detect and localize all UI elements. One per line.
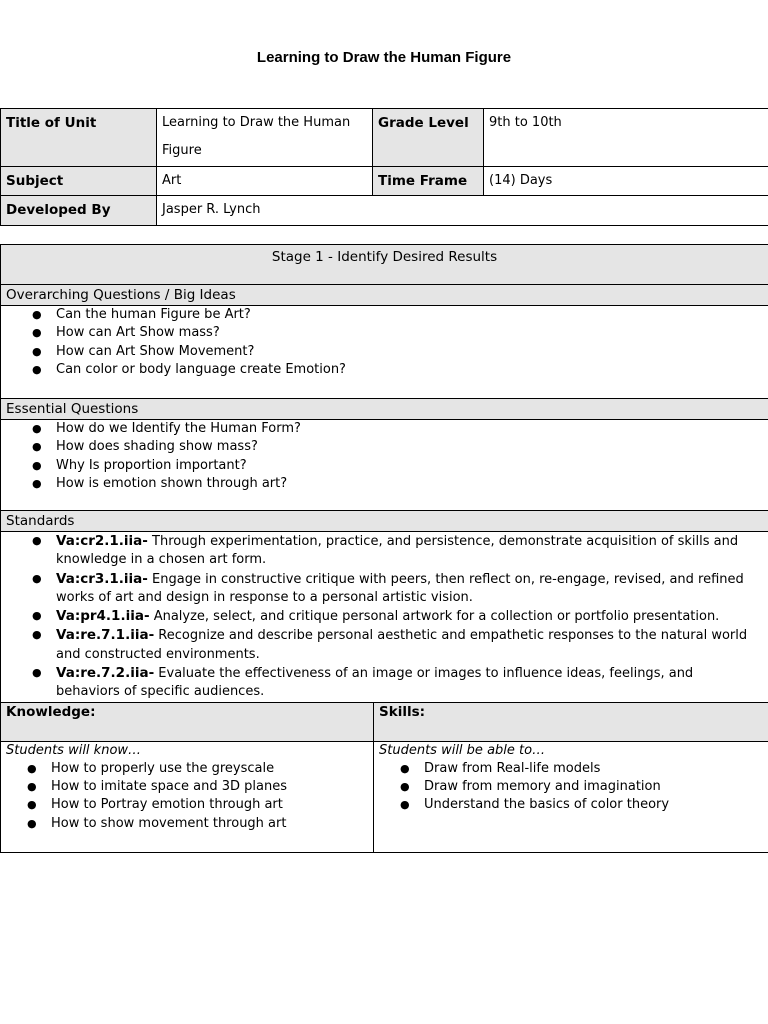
overarching-item: ● Can the human Figure be Art?	[56, 306, 763, 324]
title-value: Learning to Draw the Human Figure	[157, 109, 373, 167]
standard-item	[56, 532, 763, 570]
standard-code: Va:re.7.1.iia-	[56, 627, 155, 644]
standard-text: Evaluate the effectiveness of an image or images to influence ideas, feelings, and behaviors of specific audiences.	[56, 666, 694, 700]
standard-code: Va:pr4.1.iia-	[56, 608, 150, 625]
skills-intro: Students will be able to…	[379, 742, 546, 758]
essential-list	[6, 420, 763, 493]
standard-item	[56, 570, 763, 608]
standard-text: Engage in constructive critique with peers, then reflect on, re-engage, revised, and refined works of art and design in response to a personal artistic vision.	[56, 571, 744, 605]
standard-code: Va:cr3.1.iia-	[56, 570, 148, 587]
stage1-header: Stage 1 - Identify Desired Results	[1, 245, 768, 285]
stage1-table	[0, 244, 768, 853]
overarching-list	[6, 306, 763, 379]
overarching-item: ● How can Art Show Movement?	[56, 343, 763, 361]
skills-item: ● Draw from memory and imagination	[424, 778, 763, 796]
overarching-item: ● Can color or body language create Emotion?	[56, 361, 763, 379]
knowledge-item: ● How to show movement through art	[51, 815, 368, 833]
overarching-heading: Overarching Questions / Big Ideas	[1, 285, 768, 306]
standard-text: Through experimentation, practice, and persistence, demonstrate acquisition of skills and knowledge in a chosen art form.	[56, 534, 739, 568]
knowledge-item: ● How to properly use the greyscale	[51, 760, 368, 778]
standards-heading: Standards	[1, 511, 768, 532]
knowledge-item: ● How to imitate space and 3D planes	[51, 778, 368, 796]
skills-body	[374, 741, 768, 852]
knowledge-intro: Students will know…	[6, 742, 142, 758]
knowledge-list	[6, 760, 368, 833]
timeframe-value: (14) Days	[484, 167, 768, 196]
document-title: Learning to Draw the Human Figure	[256, 49, 512, 66]
essential-item: ● Why Is proportion important?	[56, 457, 763, 475]
standard-item	[56, 607, 763, 626]
title-label: Title of Unit	[1, 109, 157, 167]
overarching-item: ● How can Art Show mass?	[56, 324, 763, 342]
standard-code: Va:cr2.1.iia-	[56, 533, 148, 549]
essential-item: ● How do we Identify the Human Form?	[56, 420, 763, 438]
essential-body	[1, 420, 768, 511]
essential-item: ● How does shading show mass?	[56, 438, 763, 456]
skills-heading: Skills:	[374, 702, 768, 741]
skills-list	[379, 760, 763, 815]
standard-text: Analyze, select, and critique personal artwork for a collection or portfolio presentation.	[149, 609, 720, 625]
subject-value: Art	[157, 167, 373, 196]
grade-label: Grade Level	[373, 109, 484, 167]
standard-item	[56, 626, 763, 664]
essential-heading: Essential Questions	[1, 399, 768, 420]
knowledge-body	[1, 741, 374, 852]
standards-body	[1, 532, 768, 703]
grade-value: 9th to 10th	[484, 109, 768, 167]
developer-value: Jasper R. Lynch	[157, 196, 768, 226]
unit-info-table	[0, 108, 768, 226]
skills-item: ● Understand the basics of color theory	[424, 796, 763, 814]
developer-label: Developed By	[1, 196, 157, 226]
subject-label: Subject	[1, 167, 157, 196]
knowledge-heading: Knowledge:	[1, 702, 374, 741]
standard-code: Va:re.7.2.iia-	[56, 665, 155, 682]
knowledge-item: ● How to Portray emotion through art	[51, 796, 368, 814]
skills-item: ● Draw from Real-life models	[424, 760, 763, 778]
standard-item	[56, 664, 763, 702]
standard-text: Recognize and describe personal aesthetic and empathetic responses to the natural world and constructed environments.	[56, 628, 748, 662]
timeframe-label: Time Frame	[373, 167, 484, 196]
essential-item: ● How is emotion shown through art?	[56, 475, 763, 493]
standards-list	[6, 532, 763, 702]
overarching-body	[1, 306, 768, 399]
